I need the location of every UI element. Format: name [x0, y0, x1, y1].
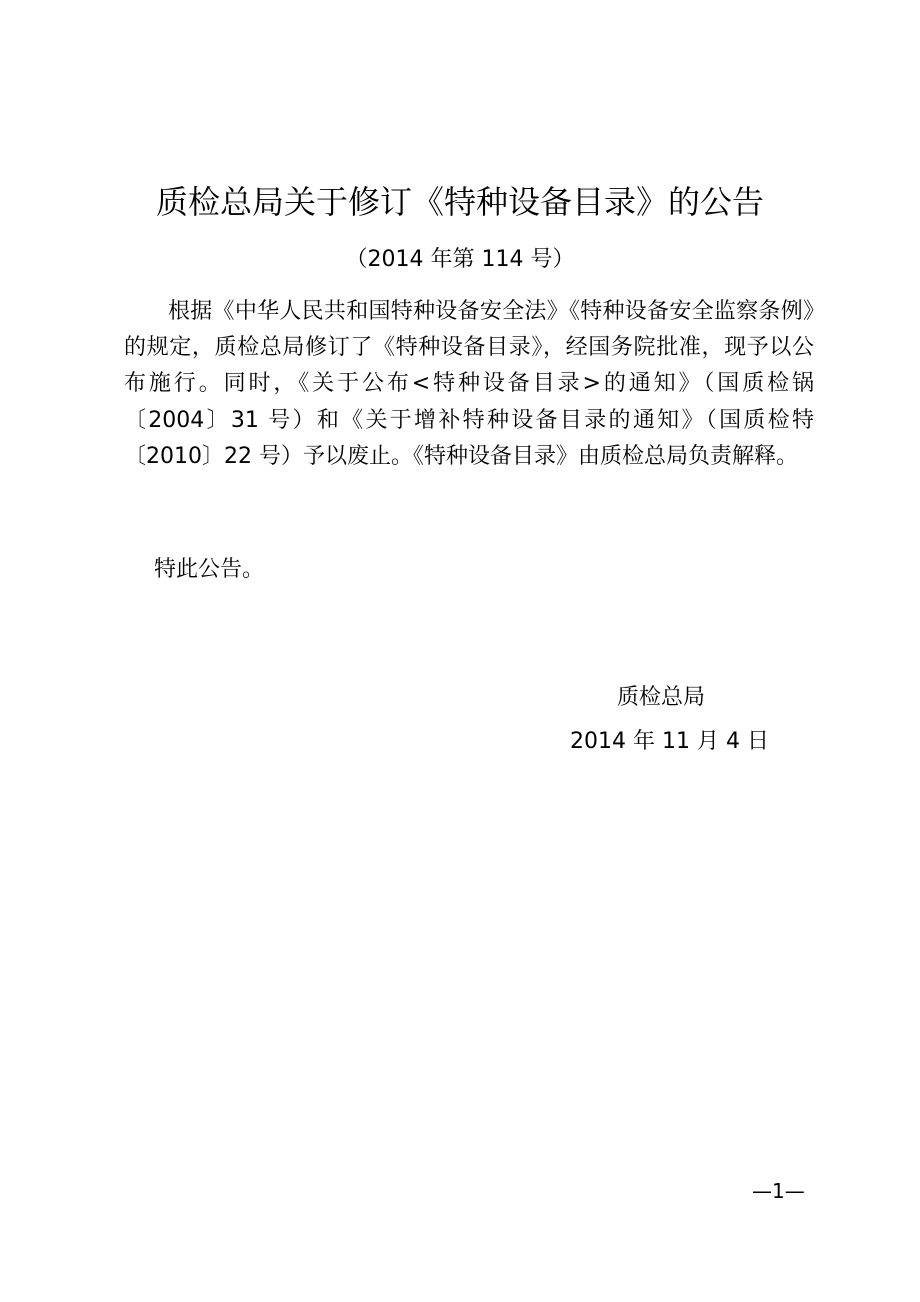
signature-date: 2014 年 11 月 4 日 — [570, 729, 769, 754]
signature-organization: 质检总局 — [617, 685, 706, 710]
page-number: —1— — [752, 1179, 805, 1203]
body-paragraph: 根据《中华人民共和国特种设备安全法》《特种设备安全监察条例》的规定，质检总局修订了《特种设备目录》，经国务院批准，现予以公布施行。同时，《关于公布<特种设备目录>的通知》（国质检锅〔2004〕31 号）和《关于增补特种设备目录的通知》（国质检特〔2010〕22 号）予以废止。《特种设备目录》由质检总局负责解释。 — [124, 299, 814, 469]
document-body — [124, 294, 814, 475]
document-title: 质检总局关于修订《特种设备目录》的公告 — [155, 183, 764, 221]
document-number: （2014 年第 114 号） — [345, 247, 575, 272]
closing-remark: 特此公告。 — [154, 557, 265, 582]
